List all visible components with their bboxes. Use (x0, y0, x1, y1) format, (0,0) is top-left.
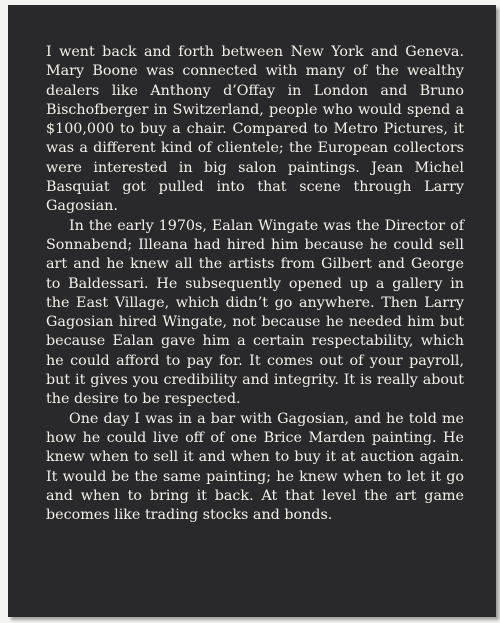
paragraph-1: I went back and forth between New York and Geneva. Mary Boone was connected with many of the wealthy dealers like Anthony d’Offay in London and Bruno Bischofberger in Switzerland, people who would spend a $100,000 to buy a chair. Compared to Metro Pictures, it was a different kind of clientele; the European collectors were interested in big salon paintings. Jean Michel Basquiat got pulled into that scene through Larry Gagosian. (46, 44, 464, 215)
paragraph-3: One day I was in a bar with Gagosian, and he told me how he could live off of one Brice Marden painting. He knew when to sell it and when to buy it at auction again. It would be the same painting; he knew when to let it go and when to bring it back. At that level the art game becomes like trading stocks and bonds. (46, 410, 464, 524)
painted-text-block (46, 43, 464, 525)
paragraph-2: In the early 1970s, Ealan Wingate was the Director of Sonnabend; Illeana had hired him because he could sell art and he knew all the artists from Gilbert and George to Baldessari. He subsequently opened up a gallery in the East Village, which didn’t go anywhere. Then Larry Gagosian hired Wingate, not because he needed him but because Ealan gave him a certain respectability, which he could afford to pay for. It comes out of your payroll, but it gives you credibility and integrity. It is really about the desire to be respected. (46, 217, 464, 408)
text-painting-canvas (8, 5, 496, 617)
